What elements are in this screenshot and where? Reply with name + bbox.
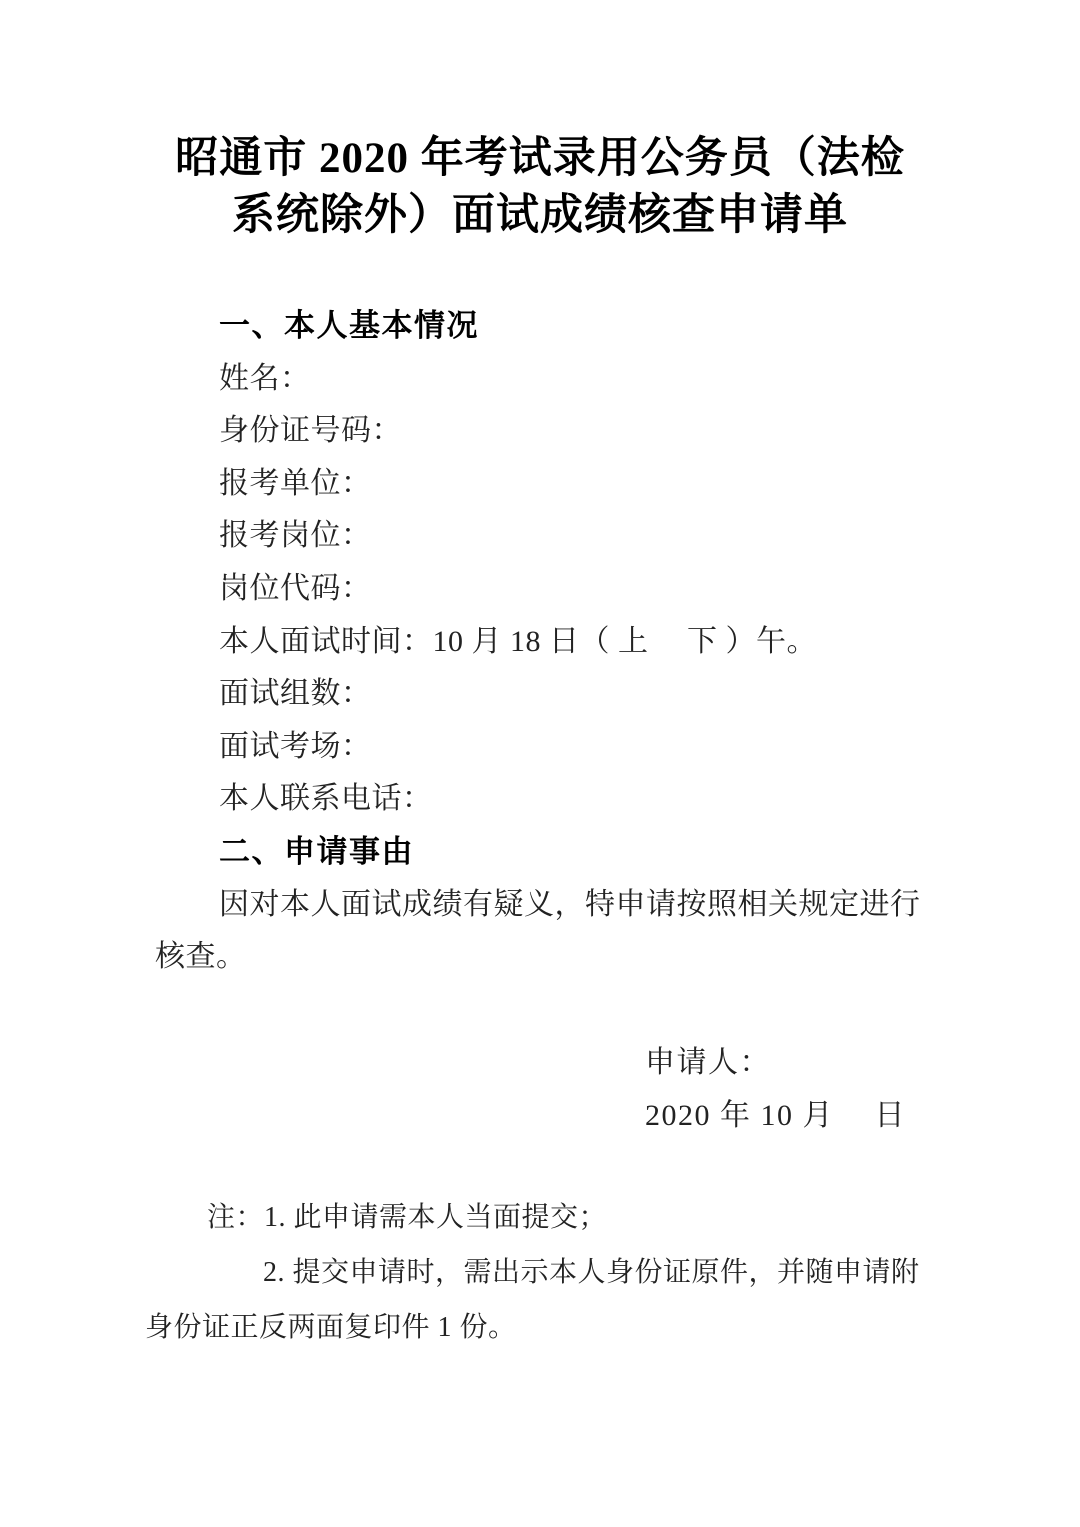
- section-heading-basic-info: 一、本人基本情况: [219, 308, 479, 343]
- footnote-1: 注：1. 此申请需本人当面提交；: [207, 1202, 608, 1233]
- footnotes: [145, 1190, 930, 1355]
- reason-paragraph: 因对本人面试成绩有疑义，特申请按照相关规定进行核查。: [155, 887, 921, 974]
- footnote-2: 2. 提交申请时，需出示本人身份证原件，并随申请附身份证正反两面复印件 1 份。: [145, 1257, 920, 1343]
- field-id-number: 身份证号码：: [219, 414, 402, 448]
- signature-date: 2020 年 10 月 日: [645, 1099, 906, 1132]
- document-title: [0, 130, 1080, 244]
- field-contact-phone: 本人联系电话：: [219, 782, 433, 816]
- applicant-signature-label: 申请人：: [645, 1046, 771, 1079]
- form-body: [155, 300, 928, 984]
- field-interview-group: 面试组数：: [219, 677, 372, 711]
- document-title-line-2: 系统除外）面试成绩核查申请单: [232, 192, 848, 239]
- document-title-line-1: 昭通市 2020 年考试录用公务员（法检: [175, 135, 905, 182]
- field-applied-position: 报考岗位：: [219, 519, 372, 553]
- field-applied-unit: 报考单位：: [219, 466, 372, 500]
- field-interview-time: 本人面试时间：10 月 18 日（ 上 下 ）午。: [219, 624, 817, 658]
- field-position-code: 岗位代码：: [219, 571, 372, 605]
- field-name: 姓名：: [219, 361, 311, 395]
- signature-block: [645, 1036, 906, 1142]
- section-heading-reason: 二、申请事由: [219, 833, 414, 869]
- field-interview-room: 面试考场：: [219, 729, 372, 763]
